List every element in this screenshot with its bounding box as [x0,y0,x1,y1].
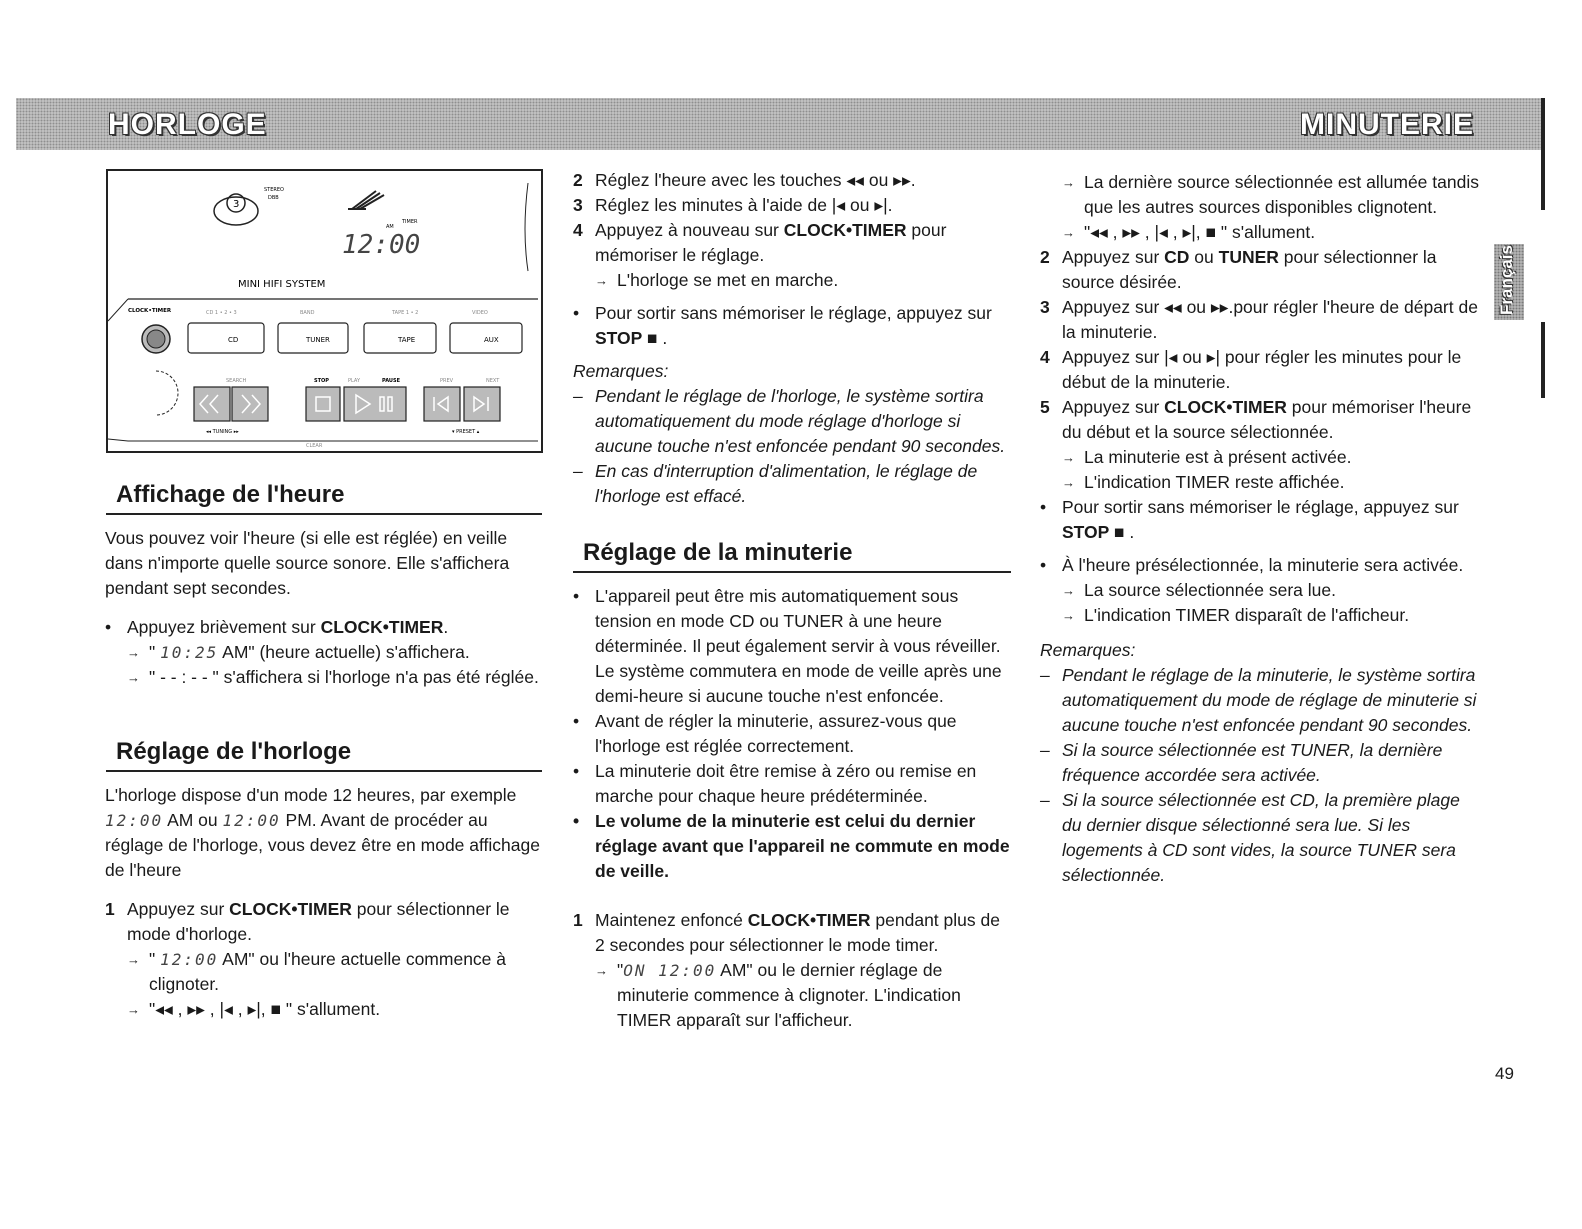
language-tab [1494,244,1524,320]
stereo-indicator: STEREO [264,187,284,193]
timer-indicator: TIMER [402,219,418,225]
step-3: 3 Réglez les minutes à l'aide de |◂ ou ▸|. [573,195,893,215]
am-indicator: AM [386,224,394,230]
language-label: Français [1496,245,1516,315]
stop-label: STOP ■ [595,328,658,348]
pause-label: PAUSE [382,378,400,384]
arrow-line: → "◂◂ , ▸▸ , |◂ , ▸|, ■ " s'allument. [1062,222,1316,242]
list-item: • Appuyez brièvement sur CLOCK•TIMER. → " 10:25 AM" (heure actuelle) s'affichera. → " - - : - - " s'affichera si l'horloge n'a pas été réglée. [105,615,545,690]
brand-label: MINI HIFI SYSTEM [238,279,326,290]
heading-rule [106,770,542,772]
device-drawing [108,171,541,451]
column-2 [573,168,1013,509]
list-item: • Avant de régler la minuterie, assurez-vous que l'horloge est réglée correctement. [573,711,957,756]
top-label-tape: TAPE 1 • 2 [392,310,419,316]
cd-button-label: CD [228,336,239,344]
remark-item: – En cas d'interruption d'alimentation, le réglage de l'horloge est effacé. [573,461,978,506]
edge-bar [1541,322,1545,398]
arrow-line: → " - - : - - " s'affichera si l'horloge n'a pas été réglée. [127,667,539,687]
next-label: NEXT [486,378,500,384]
column-1 [105,526,545,690]
step-2: 2 Appuyez sur CD ou TUNER pour sélectionner la source désirée. [1040,247,1437,292]
arrow-line: → La source sélectionnée sera lue. [1062,580,1336,600]
step-4: 4 Appuyez à nouveau sur CLOCK•TIMER pour mémoriser le réglage. → L'horloge se met en marche. [573,218,1013,293]
svg-text:3: 3 [233,199,240,210]
list-item: • Pour sortir sans mémoriser le réglage, appuyez sur STOP ■ . [1040,497,1459,542]
play-pause-button [344,387,406,421]
preset-label: ▾ PRESET ▴ [452,429,480,435]
play-label: PLAY [348,378,361,384]
section-banner [16,98,1544,150]
step-1: 1 Maintenez enfoncé CLOCK•TIMER pendant plus de 2 secondes pour sélectionner le mode timer. → "ON 12:00 AM" ou le dernier réglage de minuterie commence à clignoter. L'indication TIMER apparaît sur l'afficheur. [573,908,1013,1033]
affichage-text: Vous pouvez voir l'heure (si elle est réglée) en veille dans n'importe quelle source sonore. Elle s'affichera pendant sept secondes. [105,528,510,598]
tape-button-label: TAPE [398,336,416,344]
column-1-lower [105,783,545,1022]
top-label-cd: CD 1 • 2 • 3 [206,310,237,316]
device-illustration [106,169,543,453]
step-5: 5 Appuyez sur CLOCK•TIMER pour mémoriser l'heure du début et la source sélectionnée. → La minuterie est à présent activée. → L'indication TIMER reste affichée. [1040,395,1482,495]
step-3: 3 Appuyez sur ◂◂ ou ▸▸.pour régler l'heure de départ de la minuterie. [1040,297,1478,342]
remarques-label: Remarques: [1040,640,1136,660]
heading-affichage: Affichage de l'heure [116,481,345,508]
list-item: • À l'heure présélectionnée, la minuterie sera activée. → La source sélectionnée sera lue. → L'indication TIMER disparaît de l'afficheur. [1040,553,1482,628]
next-button [464,387,500,421]
arrow-line: → "◂◂ , ▸▸ , |◂ , ▸|, ■ " s'allument. [127,999,381,1019]
remark-item: – Si la source sélectionnée est CD, la première plage du dernier disque sélectionné sera lue. Si les logements à CD sont vides, la source TUNER sera sélectionnée. [1040,790,1460,885]
arrow-line: → L'indication TIMER reste affichée. [1062,472,1345,492]
banner-title-right: MINUTERIE [1300,108,1474,141]
prev-label: PREV [440,378,454,384]
arrow-line: → L'indication TIMER disparaît de l'afficheur. [1062,605,1410,625]
list-item: • Pour sortir sans mémoriser le réglage, appuyez sur STOP ■ . [573,303,992,348]
arrow-line: → " 12:00 AM" ou l'heure actuelle commence à clignoter. [127,949,507,994]
step-2: 2 Réglez l'heure avec les touches ◂◂ ou ▸▸. [573,170,916,190]
stop-button [306,387,340,421]
arrow-line: → "ON 12:00 AM" ou le dernier réglage de minuterie commence à clignoter. L'indication TIMER apparaît sur l'afficheur. [595,960,961,1030]
cd-button [188,323,264,353]
heading-reglage-minuterie: Réglage de la minuterie [583,539,853,566]
step-1: 1 Appuyez sur CLOCK•TIMER pour sélectionner le mode d'horloge. → " 12:00 AM" ou l'heure actuelle commence à clignoter. → "◂◂ , ▸▸ , |◂ , ▸|, ■ " s'allument. [105,897,545,1022]
list-item: • La minuterie doit être remise à zéro ou remise en marche pour chaque heure prédéterminée. [573,761,977,806]
search-label: SEARCH [226,378,247,384]
top-label-video: VIDEO [472,310,488,316]
reglage-text: L'horloge dispose d'un mode 12 heures, par exemple 12:00 AM ou 12:00 PM. Avant de procéder au réglage de l'horloge, vous devez être en mode affichage de l'heure [105,785,540,880]
arrow-line: → L'horloge se met en marche. [595,270,839,290]
tuning-label: ◂◂ TUNING ▸▸ [206,429,239,435]
tuner-button-label: TUNER [306,336,330,344]
clear-label: CLEAR [306,443,323,449]
list-item: • L'appareil peut être mis automatiquement sous tension en mode CD ou TUNER à une heure déterminée. Il peut également servir à vous réveiller. Le système commutera en mode de veille après une demi-heure si aucune touche n'est enfoncée. [573,586,1002,706]
arrow-line: → La dernière source sélectionnée est allumée tandis que les autres sources disponibles clignotent. [1062,172,1479,217]
stop-label: STOP ■ [1062,522,1125,542]
column-3 [1040,170,1482,888]
column-2-lower [573,584,1013,1033]
step-4: 4 Appuyez sur |◂ ou ▸| pour régler les minutes pour le début de la minuterie. [1040,347,1462,392]
signal-icon [348,191,384,209]
stop-label: STOP [314,378,329,384]
remark-item: – Pendant le réglage de la minuterie, le système sortira automatiquement du mode de réglage de minuterie si aucune touche n'est enfoncée pendant 90 secondes. [1040,665,1477,735]
edge-bar [1541,98,1545,210]
list-item: • Le volume de la minuterie est celui du dernier réglage avant que l'appareil ne commute en mode de veille. [573,811,1010,881]
page-number: 49 [1495,1064,1514,1083]
aux-button-label: AUX [484,336,499,344]
arrow-line: → " 10:25 AM" (heure actuelle) s'affichera. [127,642,470,662]
arrow-line: → La minuterie est à présent activée. [1062,447,1352,467]
heading-rule [106,513,542,515]
banner-title-left: HORLOGE [108,108,267,141]
heading-reglage-horloge: Réglage de l'horloge [116,738,352,765]
dbb-indicator: DBB [268,195,279,201]
lcd-clock-display: 12:00 [342,230,421,260]
clock-timer-label: CLOCK•TIMER [128,308,172,314]
prev-button [424,387,460,421]
cd-icon [214,194,258,225]
remarques-label: Remarques: [573,361,669,381]
remark-item: – Si la source sélectionnée est TUNER, la dernière fréquence accordée sera activée. [1040,740,1443,785]
remark-item: – Pendant le réglage de l'horloge, le système sortira automatiquement du mode réglage d'horloge si aucune touche n'est enfoncée pendant 90 secondes. [573,386,1006,456]
heading-rule [573,571,1011,573]
top-label-band: BAND [300,310,315,316]
